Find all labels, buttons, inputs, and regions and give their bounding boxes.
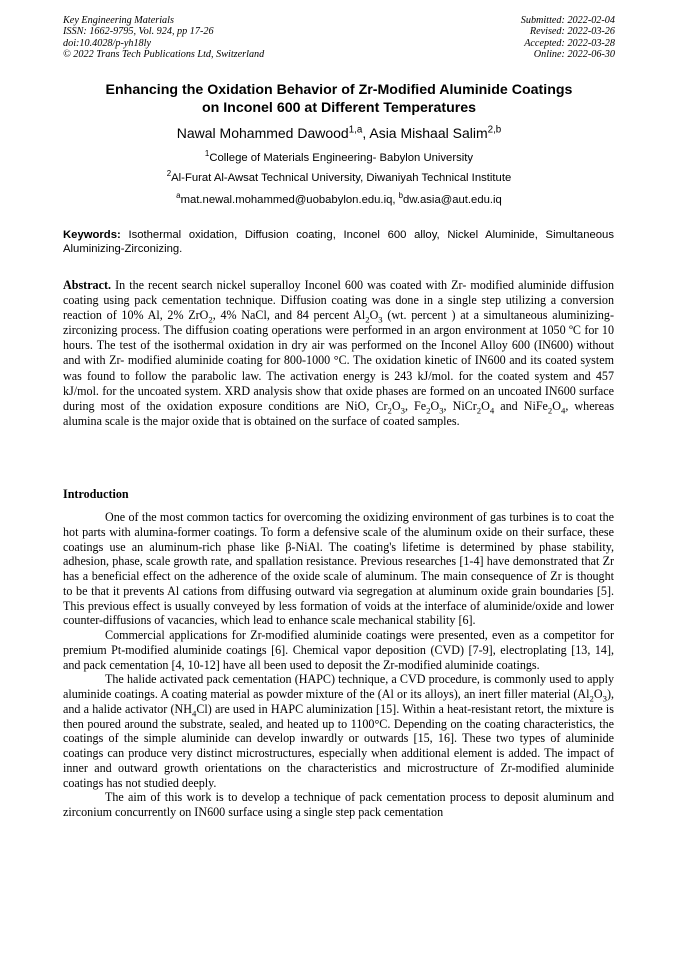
paragraph: One of the most common tactics for overcoming the oxidizing environment of gas turbines is to coat the hot parts with alumina-former coatings. To form a defensive scale of the aluminum oxide on their surface, these coatings use an aluminum-rich phase like β-NiAl. The coating's lifetime is determined by phase stability, adhesion, phase, scale growth rate, and spallation resistance. Previous researches [1-4] have demonstrated that Zr has a beneficial effect on the adherence of the oxide scale of aluminum. The main consequence of Zr is thought to be that it prevents Al cations from diffusing outward via segregation at aluminum oxide grain boundaries [5]. This previous effect is usually conveyed by less formation of voids at the interface of aluminide/oxide and lower counter-diffusions of vacancies, which lead to enhance scale mechanical stability [6]. [63, 510, 614, 628]
author-1-affil: 1,a [348, 124, 363, 136]
paragraph: Commercial applications for Zr-modified aluminide coatings were presented, even as a competitor for premium Pt-modified aluminide coatings [6]. Chemical vapor deposition (CVD) [7-9], electroplating [13, 14], and pack cementation [4, 10-12] have all been used to deposit the Zr-modified aluminide coatings. [63, 628, 614, 672]
keywords-text: Isothermal oxidation, Diffusion coating, Inconel 600 alloy, Nickel Aluminide, Simultaneous Aluminizing-Zirconizing. [63, 229, 614, 255]
email-a: mat.newal.mohammed@uobabylon.edu.iq [180, 194, 393, 206]
abstract: Abstract. In the recent search nickel superalloy Inconel 600 was coated with Zr- modified aluminide diffusion coating using pack cementation technique. Diffusion coating was done in a single step utilizing a conversion reaction of 10% Al, 2% ZrO$_2$, 4% NaCl, and 84 percent $Al_2O_3$ (wt. percent ) at a simultaneous aluminizing-zirconizing process. The diffusion coating operations were performed in an argon environment at 1050 ºC for 10 hours. The test of the isothermal oxidation in dry air was performed on the Inconel Alloy 600 (IN600) without and with Zr- modified aluminide coating for 800-1000 °C. The oxidation kinetic of IN600 and its coated system was found to follow the parabolic law. The activation energy is 243 kJ/mol. for the coated system and 457 kJ/mol. for the uncoated system. XRD analysis show that oxide phases are formed on an uncoated IN600 surface during most of the oxidation exposure conditions are NiO, $Cr_2O_3$, $Fe_2O_3$, $NiCr_2O_4$ and $NiFe_2O_4$, whereas alumina scale is the major oxide that is obtained on the surface of coated samples. [63, 278, 615, 428]
email-b: dw.asia@aut.edu.iq [403, 194, 502, 206]
journal-copyright: © 2022 Trans Tech Publications Ltd, Switzerland [63, 49, 265, 61]
date-online: Online: 2022-06-30 [533, 49, 615, 61]
title-line-2: on Inconel 600 at Different Temperatures [201, 100, 477, 116]
journal-info [63, 15, 264, 61]
introduction-body [63, 510, 614, 820]
keywords-label: Keywords: [63, 229, 121, 241]
author-emails: $^a$mat.newal.mohammed@uobabylon.edu.iq, $^b$dw.asia@aut.edu.iq [176, 191, 502, 206]
keywords [63, 228, 614, 256]
date-revised: Revised: 2022-03-26 [529, 26, 615, 38]
journal-issn: ISSN: 1662-9795, Vol. 924, pp 17-26 [63, 26, 214, 38]
author-1-name: Nawal Mohammed Dawood [176, 125, 349, 141]
journal-name: Key Engineering Materials [63, 15, 174, 26]
publication-dates [521, 15, 615, 61]
abstract-label: Abstract. [63, 278, 112, 292]
date-submitted: Submitted: 2022-02-04 [520, 15, 615, 26]
author-list: Nawal Mohammed Dawood$^{1,a}$, Asia Mishaal Salim$^{2,b}$ [176, 124, 502, 141]
affiliation-2: $^2$Al-Furat Al-Awsat Technical University, Diwaniyah Technical Institute [166, 169, 512, 184]
date-accepted: Accepted: 2022-03-28 [524, 37, 615, 49]
affiliation-1: $^1$College of Materials Engineering- Babylon University [204, 149, 474, 164]
paragraph: The halide activated pack cementation (HAPC) technique, a CVD procedure, is commonly used to apply aluminide coatings. A coating material as powder mixture of the (Al or its alloys), an inert filler material $(Al_2O_3)$, and a halide activator $(NH_4Cl)$ are used in HAPC aluminization [15]. Within a heat-resistant retort, the mixture is then poured around the substrate, sealed, and heated up to 1100°C. Depending on the coating characteristics, the coatings of the simple aluminide can develop inwardly or outwards [15, 16]. These two types of aluminide coatings can produce very distinct microstructures, especially when additional element is added. The impact of inner and outward growth orientations on the characteristics and microstructure of Zr-modified aluminide coatings has not studied deeply. [63, 672, 614, 790]
author-2-name: Asia Mishaal Salim [369, 125, 488, 141]
title-line-1: Enhancing the Oxidation Behavior of Zr-Modified Aluminide Coatings [105, 82, 573, 98]
paragraph: The aim of this work is to develop a technique of pack cementation process to deposit aluminum and zirconium concurrently on IN600 surface using a single step pack cementation [63, 790, 614, 819]
section-heading-introduction: Introduction [63, 487, 129, 501]
journal-doi: doi:10.4028/p-yh18ly [63, 37, 151, 49]
author-2-affil: 2,b [487, 124, 502, 136]
paper-title [40, 81, 638, 117]
